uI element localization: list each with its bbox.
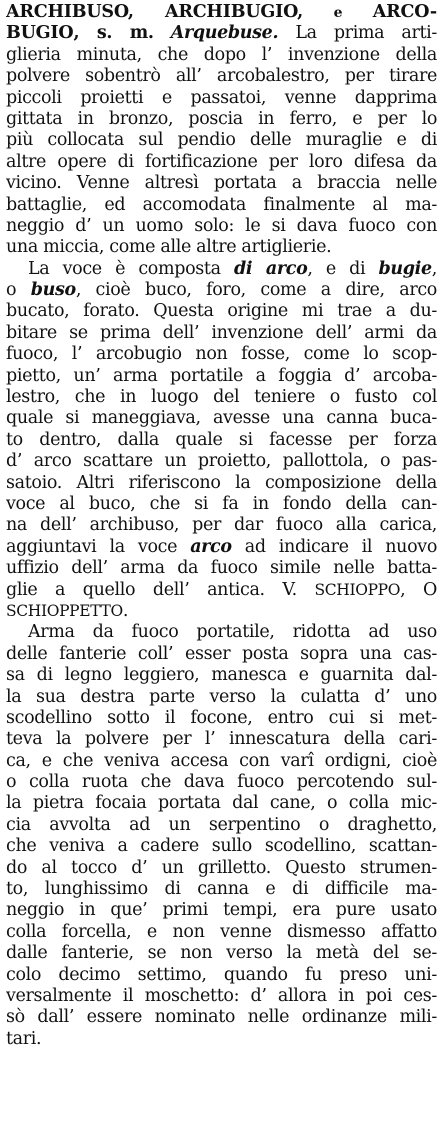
text-line: altre opere di fortificazione per loro difesa da — [6, 151, 437, 172]
text-line: glie a quello dell’ antica. V. SCHIOPPO, O — [6, 579, 437, 600]
text-line: che veniva a cadere sullo scodellino, scattan- — [6, 836, 437, 857]
text-line: dalle fanterie, se non verso la metà del se- — [6, 943, 437, 964]
text-line: d’ arco scattare un proietto, pallottola, o pas- — [6, 451, 437, 472]
text-line: cia avvolta ad un serpentino o draghetto, — [6, 814, 437, 835]
dictionary-entry-archibuso — [6, 2, 437, 1050]
text-line: la sua destra parte verso la culatta d’ uno — [6, 686, 437, 707]
text-line: vicino. Venne altresì portata a braccia nelle — [6, 173, 437, 194]
text-line: sa di legno leggiero, manesca e guarnita dal- — [6, 665, 437, 686]
paragraph-etymology — [6, 259, 437, 623]
text-line: più collocata sul pendio delle muraglie e di — [6, 130, 437, 151]
grammar-label: , s. m. — [73, 23, 154, 44]
text-line: o colla ruota che dava fuoco percotendo sul- — [6, 772, 437, 793]
text-line: bitare se prima dell’ invenzione dell’ armi da — [6, 322, 437, 343]
text-line: SCHIOPPETTO. — [6, 600, 129, 621]
text-line: neggio in que’ primi tempi, era pure usato — [6, 900, 437, 921]
text-line: tari. — [6, 1028, 42, 1049]
text-line: neggio d’ un uomo solo: le si dava fuoco con — [6, 215, 437, 236]
text-line: delle fanterie coll’ esser posta sopra una cas- — [6, 643, 437, 664]
paragraph-description — [6, 622, 437, 1050]
text-line: una miccia, come alle altre artiglierie. — [6, 237, 332, 258]
text-line: uffizio dell’ arma da fuoco simile nelle batta- — [6, 558, 437, 579]
text-line: to, lunghissimo di canna e di difficile ma- — [6, 879, 437, 900]
text-line: voce al buco, che si fa in fondo della can- — [6, 493, 437, 514]
text-line: do al tocco d’ un grilletto. Questo strumen- — [6, 857, 437, 878]
paragraph-definition — [6, 45, 437, 259]
entry-headword-end: ARCO- — [372, 2, 437, 22]
entry-headword-continued: BUGIO — [6, 23, 74, 44]
text-line: lestro, che in luogo del teniere o fusto col — [6, 387, 437, 408]
headword-conjunction: e — [333, 5, 343, 21]
text-line: glieria minuta, che dopo l’ invenzione della — [6, 44, 437, 65]
entry-headword-line — [6, 2, 437, 23]
entry-headword: ARCHIBUSO, ARCHIBUGIO, — [6, 2, 304, 22]
text-line: aggiuntavi la voce arco ad indicare il nuovo — [6, 536, 437, 557]
text-line: la pietra focaia portata dal cane, o colla mic- — [6, 793, 437, 814]
text-line: La prima arti- — [295, 23, 437, 44]
text-line: quale si maneggiava, avesse una canna buca- — [6, 408, 437, 429]
text-line: pietto, un’ arma portatile a foggia d’ arcoba- — [6, 365, 437, 386]
text-line: na dell’ archibuso, per dar fuoco alla carica, — [6, 515, 437, 536]
text-line: teva la polvere per l’ innescatura della cari- — [6, 729, 437, 750]
text-line: bucato, forato. Questa origine mi trae a du- — [6, 301, 437, 322]
text-line: versalmente il moschetto: d’ allora in poi ces- — [6, 985, 437, 1006]
text-line: fuoco, l’ arcobugio non fosse, come lo scop- — [6, 344, 437, 365]
french-equivalent: Arquebuse. — [170, 23, 279, 44]
text-line: o buso, cioè buco, foro, come a dire, arco — [6, 280, 437, 301]
text-line: satoio. Altri riferiscono la composizione della — [6, 472, 437, 493]
text-line: colo decimo settimo, quando fu preso uni- — [6, 964, 437, 985]
text-line: to dentro, dalla quale si facesse per forza — [6, 429, 437, 450]
text-line: sò dall’ essere nominato nelle ordinanze mili- — [6, 1007, 437, 1028]
text-line: colla forcella, e non venne dismesso affatto — [6, 921, 437, 942]
entry-line — [6, 23, 437, 44]
text-line: ca, e che veniva accesa con varî ordigni, cioè — [6, 750, 437, 771]
text-line: piccoli proietti e passatoi, venne dapprima — [6, 87, 437, 108]
text-line: scodellino sotto il focone, entro cui si met- — [6, 707, 437, 728]
text-line: polvere sobentrò all’ arcobalestro, per tirare — [6, 66, 437, 87]
text-line: battaglie, ed accomodata finalmente al ma- — [6, 194, 437, 215]
text-line: gittata in bronzo, poscia in ferro, e per lo — [6, 108, 437, 129]
text-line: Arma da fuoco portatile, ridotta ad uso — [28, 622, 437, 643]
text-line: La voce è composta di arco, e di bugie, — [28, 258, 437, 279]
